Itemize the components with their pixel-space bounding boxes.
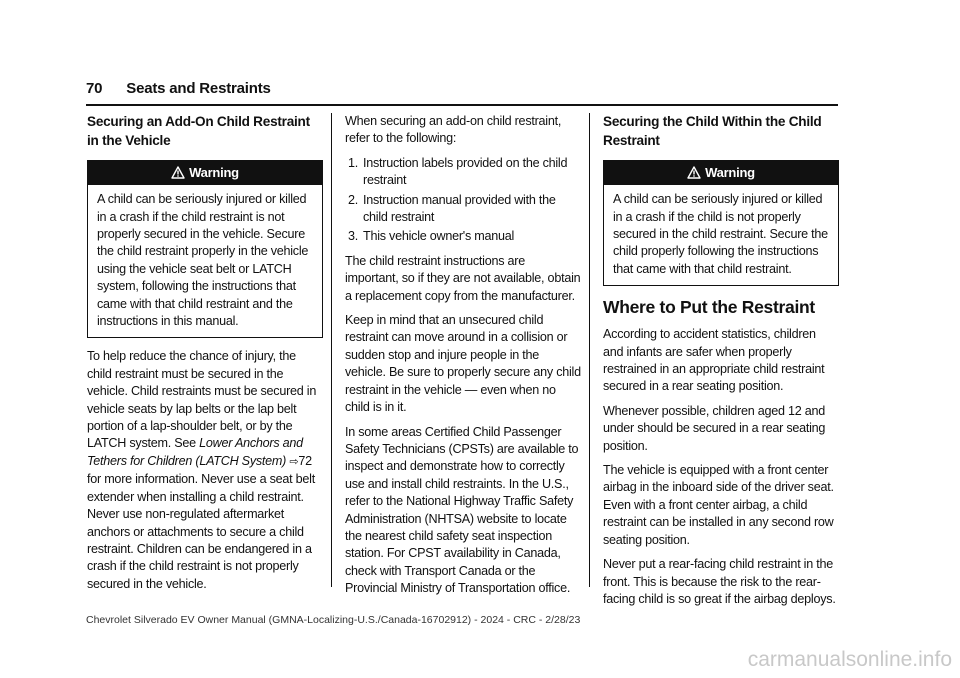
column-2 — [345, 113, 581, 605]
list-item: 2. Instruction manual provided with the child restraint — [348, 192, 556, 225]
paragraph: The vehicle is equipped with a front center airbag in the inboard side of the driver seat. Even with a front center airbag, a child restraint can be installed in any second row seating position. — [603, 463, 834, 547]
heading-add-on-restraint: Securing an Add-On Child Restraint in the Vehicle — [87, 114, 310, 148]
paragraph: To help reduce the chance of injury, the child restraint must be secured in the vehicle. Child restraints must be secured in vehicle seats by lap belts or the lap belt portion of a lap-shoulder belt, or by the LATCH system. See Lower Anchors and Tethers for Children (LATCH System) ⇨72 for more information. Never use a seat belt extender when installing a child restraint. Never use non-regulated aftermarket anchors or attachments to secure a child restraint. Children can be endangered in a crash if the child restraint is not properly secured in the vehicle. — [87, 349, 317, 591]
section-title: Seats and Restraints — [126, 80, 271, 97]
paragraph: When securing an add-on child restraint, refer to the following: — [345, 114, 562, 146]
warning-text: A child can be seriously injured or killed in a crash if the child is not properly secured in the child restraint. Secure the child properly following the instructions that came with that child restraint. — [613, 192, 828, 276]
heading-securing-child: Securing the Child Within the Child Restraint — [603, 114, 822, 148]
warning-box — [87, 160, 323, 338]
column-divider — [331, 113, 332, 587]
column-3 — [603, 113, 839, 615]
list-item: 1. Instruction labels provided on the child restraint — [348, 155, 568, 188]
warning-box — [603, 160, 839, 286]
paragraph: Whenever possible, children aged 12 and under should be secured in a rear seating position. — [603, 403, 826, 453]
header-rule — [86, 104, 838, 106]
watermark: carmanualsonline.info — [747, 648, 952, 671]
page-ref-number[interactable]: 72 — [298, 453, 312, 468]
warning-text: A child can be seriously injured or killed in a crash if the child restraint is not properly secured in the vehicle. Secure the child restraint properly in the vehicle using the vehicle seat belt or LATCH system, following the instructions that came with that child restraint and the instructions in this manual. — [97, 192, 309, 329]
warning-icon — [171, 166, 185, 179]
page-footer: Chevrolet Silverado EV Owner Manual (GMNA-Localizing-U.S./Canada-16702912) - 2024 - CRC - 2/28/23 — [86, 614, 581, 626]
paragraph: Never put a rear-facing child restraint in the front. This is because the risk to the rear-facing child is so great if the airbag deploys. — [603, 557, 836, 606]
numbered-list — [345, 155, 581, 246]
paragraph: In some areas Certified Child Passenger Safety Technicians (CPSTs) are available to inspect and demonstrate how to correctly use and install child restraints. In the U.S., refer to the National Highway Traffic Safety Administration (NHTSA) website to locate the nearest child safety seat inspection station. For CPST availability in Canada, check with Transport Canada or the Provincial Ministry of Transportation office. — [345, 424, 579, 596]
warning-icon — [687, 166, 701, 179]
warning-header — [88, 161, 322, 185]
paragraph: According to accident statistics, children and infants are safer when properly restrained in an appropriate child restraint secured in a rear seating position. — [603, 327, 825, 394]
cross-reference-link[interactable]: Lower Anchors and Tethers for Children (LATCH System) — [87, 436, 303, 468]
page-header — [86, 80, 271, 97]
paragraph: The child restraint instructions are important, so if they are not available, obtain a replacement copy from the manufacturer. — [345, 253, 581, 303]
warning-label: Warning — [189, 165, 239, 181]
list-item: 3. This vehicle owner's manual — [348, 229, 515, 244]
page-ref-arrow-icon: ⇨ — [289, 455, 299, 468]
heading-where-to-put: Where to Put the Restraint — [603, 297, 815, 318]
warning-label: Warning — [705, 165, 755, 181]
paragraph: Keep in mind that an unsecured child restraint can move around in a collision or sudden stop and injure people in the vehicle. Be sure to properly secure any child restraint in the vehicle — even when no child is in it. — [345, 313, 581, 415]
column-divider — [589, 113, 590, 587]
page-number: 70 — [86, 80, 103, 97]
warning-header — [604, 161, 838, 185]
column-1 — [87, 113, 323, 600]
